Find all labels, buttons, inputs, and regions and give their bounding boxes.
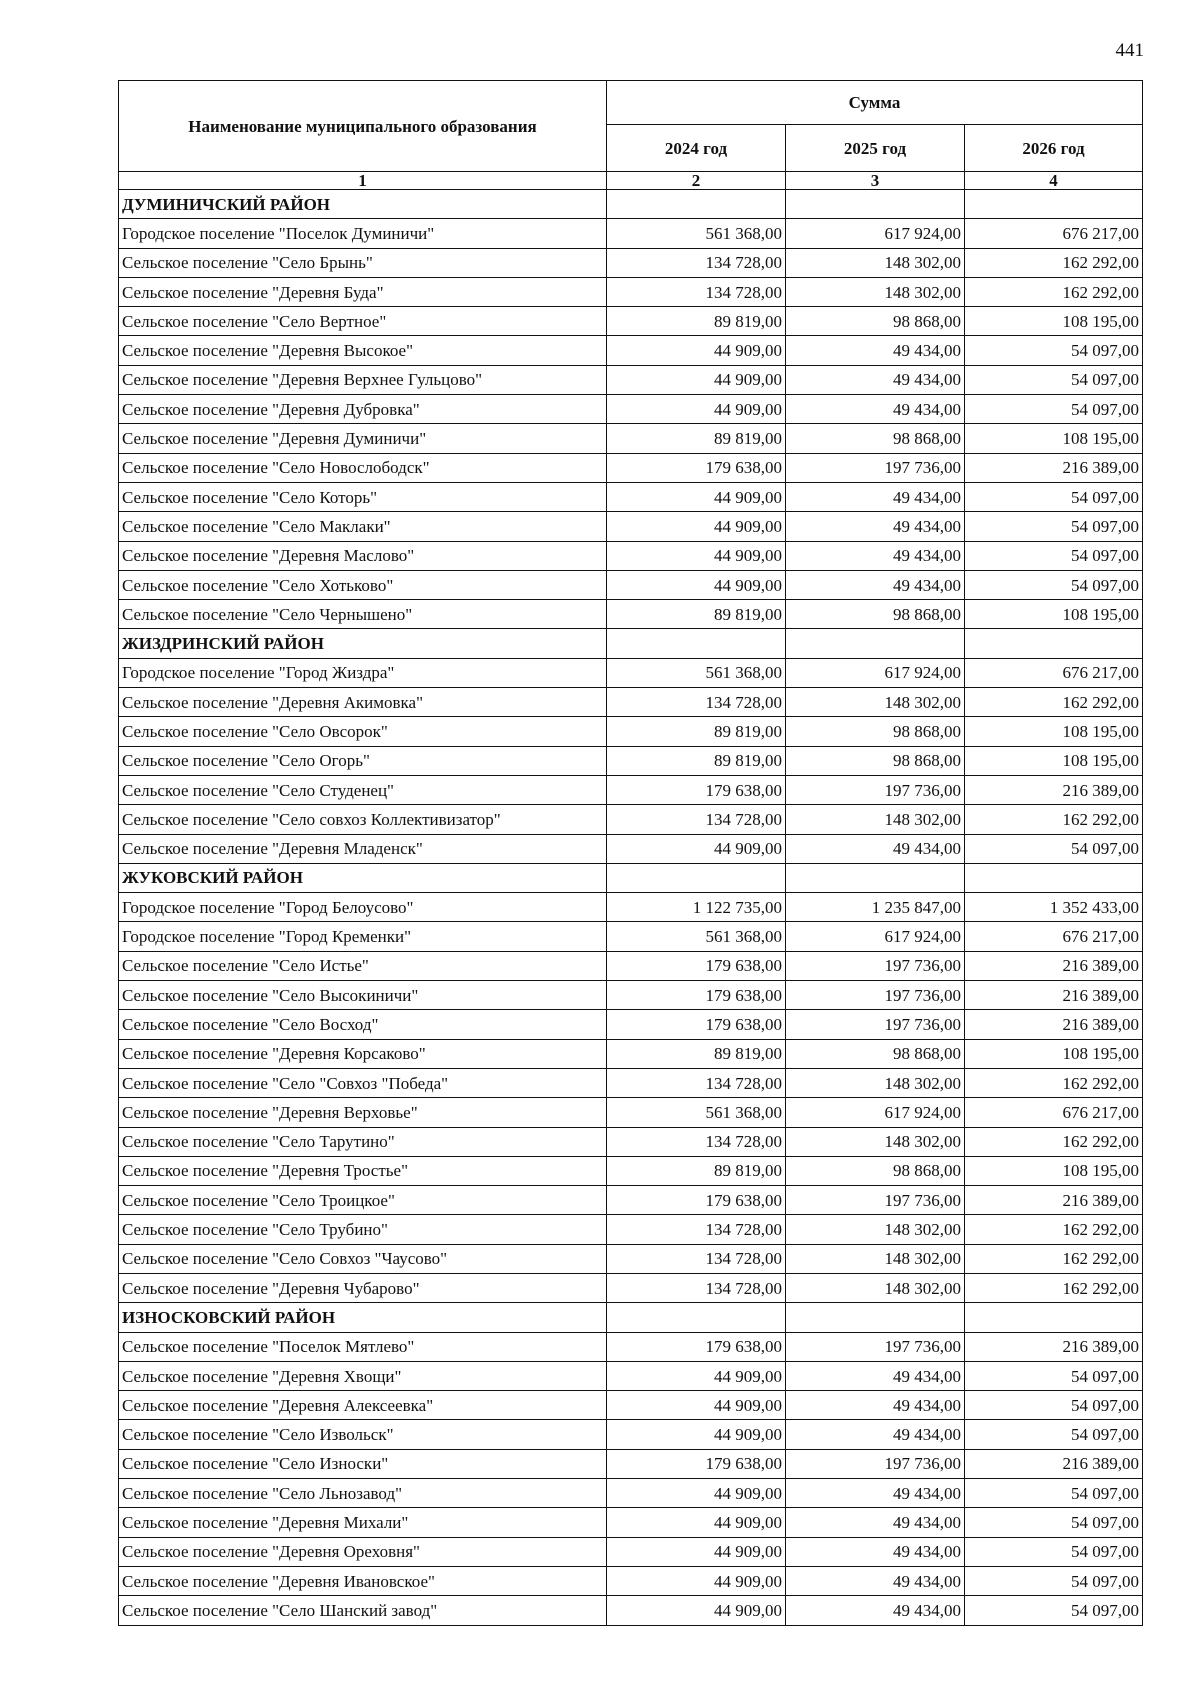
- amount-2024: 44 909,00: [607, 512, 786, 541]
- settlement-name: Сельское поселение "Село Маклаки": [119, 512, 607, 541]
- settlement-name: Сельское поселение "Село Высокиничи": [119, 981, 607, 1010]
- amount-2025: 49 434,00: [786, 834, 965, 863]
- table-row: [119, 1391, 1143, 1420]
- empty-cell: [786, 629, 965, 658]
- table-row: [119, 1566, 1143, 1595]
- amount-2024: 44 909,00: [607, 1566, 786, 1595]
- district-name: ЖИЗДРИНСКИЙ РАЙОН: [119, 629, 607, 658]
- amount-2024: 44 909,00: [607, 482, 786, 511]
- header-name-column: Наименование муниципального образования: [119, 81, 607, 172]
- amount-2024: 44 909,00: [607, 834, 786, 863]
- settlement-name: Сельское поселение "Село Чернышено": [119, 600, 607, 629]
- amount-2025: 98 868,00: [786, 307, 965, 336]
- amount-2025: 49 434,00: [786, 1479, 965, 1508]
- settlement-name: Сельское поселение "Деревня Маслово": [119, 541, 607, 570]
- table-row: [119, 834, 1143, 863]
- amount-2025: 49 434,00: [786, 1596, 965, 1625]
- amount-2025: 148 302,00: [786, 248, 965, 277]
- amount-2026: 1 352 433,00: [965, 893, 1143, 922]
- settlement-name: Сельское поселение "Село Которь": [119, 482, 607, 511]
- settlement-name: Сельское поселение "Деревня Верхнее Гульцово": [119, 365, 607, 394]
- settlement-name: Сельское поселение "Село Трубино": [119, 1215, 607, 1244]
- table-row: [119, 1273, 1143, 1302]
- table-row: [119, 365, 1143, 394]
- table-row: [119, 277, 1143, 306]
- settlement-name: Городское поселение "Город Кременки": [119, 922, 607, 951]
- table-row: [119, 1098, 1143, 1127]
- settlement-name: Сельское поселение "Село Огорь": [119, 746, 607, 775]
- settlement-name: Сельское поселение "Село Истье": [119, 951, 607, 980]
- amount-2025: 49 434,00: [786, 395, 965, 424]
- amount-2025: 49 434,00: [786, 1508, 965, 1537]
- amount-2024: 44 909,00: [607, 541, 786, 570]
- table-row: [119, 600, 1143, 629]
- amount-2026: 54 097,00: [965, 570, 1143, 599]
- amount-2025: 49 434,00: [786, 1566, 965, 1595]
- amount-2026: 216 389,00: [965, 1449, 1143, 1478]
- amount-2024: 134 728,00: [607, 277, 786, 306]
- amount-2026: 162 292,00: [965, 1244, 1143, 1273]
- empty-cell: [607, 1303, 786, 1332]
- amount-2026: 54 097,00: [965, 512, 1143, 541]
- amount-2026: 162 292,00: [965, 1273, 1143, 1302]
- amount-2024: 89 819,00: [607, 1039, 786, 1068]
- empty-cell: [786, 863, 965, 892]
- amount-2026: 54 097,00: [965, 365, 1143, 394]
- settlement-name: Сельское поселение "Село Хотьково": [119, 570, 607, 599]
- amount-2025: 98 868,00: [786, 1156, 965, 1185]
- amount-2025: 197 736,00: [786, 981, 965, 1010]
- settlement-name: Сельское поселение "Село "Совхоз "Победа": [119, 1068, 607, 1097]
- settlement-name: Сельское поселение "Село Овсорок": [119, 717, 607, 746]
- amount-2025: 49 434,00: [786, 1361, 965, 1390]
- amount-2024: 44 909,00: [607, 395, 786, 424]
- amount-2025: 98 868,00: [786, 600, 965, 629]
- amount-2026: 54 097,00: [965, 395, 1143, 424]
- amount-2024: 44 909,00: [607, 365, 786, 394]
- table-row: [119, 1127, 1143, 1156]
- amount-2026: 162 292,00: [965, 1068, 1143, 1097]
- table-row: [119, 688, 1143, 717]
- settlement-name: Сельское поселение "Деревня Думиничи": [119, 424, 607, 453]
- table-row: [119, 1508, 1143, 1537]
- amount-2024: 134 728,00: [607, 1273, 786, 1302]
- amount-2026: 54 097,00: [965, 834, 1143, 863]
- amount-2025: 49 434,00: [786, 365, 965, 394]
- amount-2026: 54 097,00: [965, 336, 1143, 365]
- table-row: [119, 512, 1143, 541]
- column-number: 1: [119, 172, 607, 190]
- amount-2024: 89 819,00: [607, 746, 786, 775]
- amount-2024: 44 909,00: [607, 336, 786, 365]
- amount-2025: 1 235 847,00: [786, 893, 965, 922]
- table-row: [119, 248, 1143, 277]
- settlement-name: Сельское поселение "Деревня Тростье": [119, 1156, 607, 1185]
- settlement-name: Сельское поселение "Село Износки": [119, 1449, 607, 1478]
- settlement-name: Сельское поселение "Село Льнозавод": [119, 1479, 607, 1508]
- table-row: [119, 395, 1143, 424]
- amount-2025: 148 302,00: [786, 1068, 965, 1097]
- amount-2026: 162 292,00: [965, 248, 1143, 277]
- settlement-name: Сельское поселение "Деревня Хвощи": [119, 1361, 607, 1390]
- amount-2025: 197 736,00: [786, 1010, 965, 1039]
- district-row: [119, 629, 1143, 658]
- header-year-2024: 2024 год: [607, 125, 786, 172]
- table-row: [119, 541, 1143, 570]
- amount-2024: 44 909,00: [607, 570, 786, 599]
- settlement-name: Сельское поселение "Деревня Младенск": [119, 834, 607, 863]
- table-row: [119, 307, 1143, 336]
- table-row: [119, 922, 1143, 951]
- settlement-name: Сельское поселение "Деревня Акимовка": [119, 688, 607, 717]
- table-row: [119, 1215, 1143, 1244]
- amount-2026: 162 292,00: [965, 805, 1143, 834]
- district-name: ДУМИНИЧСКИЙ РАЙОН: [119, 190, 607, 219]
- amount-2025: 98 868,00: [786, 717, 965, 746]
- amount-2026: 216 389,00: [965, 1332, 1143, 1361]
- amount-2026: 216 389,00: [965, 1186, 1143, 1215]
- column-number: 4: [965, 172, 1143, 190]
- amount-2024: 561 368,00: [607, 922, 786, 951]
- empty-cell: [786, 1303, 965, 1332]
- amount-2025: 148 302,00: [786, 805, 965, 834]
- table-row: [119, 1039, 1143, 1068]
- table-row: [119, 453, 1143, 482]
- amount-2024: 179 638,00: [607, 1186, 786, 1215]
- table-row: [119, 1186, 1143, 1215]
- header-sum: Сумма: [607, 81, 1143, 125]
- amount-2025: 49 434,00: [786, 336, 965, 365]
- table-row: [119, 951, 1143, 980]
- column-number: 3: [786, 172, 965, 190]
- table-row: [119, 746, 1143, 775]
- amount-2025: 49 434,00: [786, 541, 965, 570]
- amount-2026: 54 097,00: [965, 541, 1143, 570]
- table-row: [119, 1596, 1143, 1625]
- table-row: [119, 1420, 1143, 1449]
- amount-2025: 98 868,00: [786, 1039, 965, 1068]
- amount-2026: 108 195,00: [965, 1156, 1143, 1185]
- settlement-name: Сельское поселение "Деревня Дубровка": [119, 395, 607, 424]
- amount-2026: 54 097,00: [965, 1391, 1143, 1420]
- settlement-name: Сельское поселение "Деревня Алексеевка": [119, 1391, 607, 1420]
- amount-2025: 617 924,00: [786, 1098, 965, 1127]
- amount-2025: 197 736,00: [786, 775, 965, 804]
- amount-2024: 44 909,00: [607, 1508, 786, 1537]
- empty-cell: [607, 629, 786, 658]
- amount-2026: 108 195,00: [965, 1039, 1143, 1068]
- amount-2024: 89 819,00: [607, 307, 786, 336]
- amount-2025: 197 736,00: [786, 1449, 965, 1478]
- amount-2025: 617 924,00: [786, 219, 965, 248]
- amount-2025: 49 434,00: [786, 482, 965, 511]
- settlement-name: Сельское поселение "Село Совхоз "Чаусово": [119, 1244, 607, 1273]
- table-body: [119, 190, 1143, 1626]
- amount-2025: 148 302,00: [786, 688, 965, 717]
- table-row: [119, 1449, 1143, 1478]
- amount-2025: 49 434,00: [786, 1391, 965, 1420]
- amount-2024: 561 368,00: [607, 658, 786, 687]
- amount-2025: 197 736,00: [786, 453, 965, 482]
- amount-2024: 179 638,00: [607, 1332, 786, 1361]
- amount-2026: 676 217,00: [965, 658, 1143, 687]
- table-row: [119, 1361, 1143, 1390]
- settlement-name: Сельское поселение "Деревня Ореховня": [119, 1537, 607, 1566]
- amount-2024: 44 909,00: [607, 1391, 786, 1420]
- settlement-name: Сельское поселение "Село совхоз Коллективизатор": [119, 805, 607, 834]
- amount-2026: 54 097,00: [965, 1596, 1143, 1625]
- amount-2026: 108 195,00: [965, 600, 1143, 629]
- amount-2024: 89 819,00: [607, 600, 786, 629]
- amount-2024: 134 728,00: [607, 805, 786, 834]
- amount-2025: 49 434,00: [786, 570, 965, 599]
- settlement-name: Сельское поселение "Деревня Чубарово": [119, 1273, 607, 1302]
- amount-2024: 1 122 735,00: [607, 893, 786, 922]
- amount-2024: 179 638,00: [607, 775, 786, 804]
- amount-2026: 162 292,00: [965, 1215, 1143, 1244]
- amount-2024: 134 728,00: [607, 1068, 786, 1097]
- amount-2025: 197 736,00: [786, 1186, 965, 1215]
- amount-2024: 179 638,00: [607, 1010, 786, 1039]
- settlement-name: Сельское поселение "Поселок Мятлево": [119, 1332, 607, 1361]
- amount-2026: 162 292,00: [965, 1127, 1143, 1156]
- table-row: [119, 219, 1143, 248]
- table-row: [119, 981, 1143, 1010]
- settlement-name: Сельское поселение "Село Шанский завод": [119, 1596, 607, 1625]
- amount-2026: 216 389,00: [965, 951, 1143, 980]
- settlement-name: Сельское поселение "Село Новослободск": [119, 453, 607, 482]
- amount-2026: 54 097,00: [965, 1361, 1143, 1390]
- amount-2026: 54 097,00: [965, 1566, 1143, 1595]
- amount-2025: 197 736,00: [786, 951, 965, 980]
- budget-table: [118, 80, 1143, 1626]
- table-row: [119, 482, 1143, 511]
- amount-2024: 179 638,00: [607, 1449, 786, 1478]
- settlement-name: Сельское поселение "Село Тарутино": [119, 1127, 607, 1156]
- settlement-name: Сельское поселение "Деревня Ивановское": [119, 1566, 607, 1595]
- amount-2024: 44 909,00: [607, 1361, 786, 1390]
- amount-2026: 676 217,00: [965, 219, 1143, 248]
- settlement-name: Сельское поселение "Деревня Высокое": [119, 336, 607, 365]
- empty-cell: [965, 190, 1143, 219]
- amount-2026: 216 389,00: [965, 981, 1143, 1010]
- amount-2026: 162 292,00: [965, 277, 1143, 306]
- amount-2024: 89 819,00: [607, 717, 786, 746]
- district-row: [119, 190, 1143, 219]
- amount-2026: 54 097,00: [965, 1508, 1143, 1537]
- table-row: [119, 893, 1143, 922]
- amount-2024: 89 819,00: [607, 1156, 786, 1185]
- amount-2024: 89 819,00: [607, 424, 786, 453]
- amount-2024: 44 909,00: [607, 1420, 786, 1449]
- amount-2026: 54 097,00: [965, 482, 1143, 511]
- amount-2025: 148 302,00: [786, 1127, 965, 1156]
- settlement-name: Сельское поселение "Село Брынь": [119, 248, 607, 277]
- empty-cell: [607, 190, 786, 219]
- empty-cell: [607, 863, 786, 892]
- amount-2024: 134 728,00: [607, 1215, 786, 1244]
- settlement-name: Сельское поселение "Село Студенец": [119, 775, 607, 804]
- empty-cell: [965, 629, 1143, 658]
- settlement-name: Сельское поселение "Деревня Михали": [119, 1508, 607, 1537]
- table-row: [119, 1068, 1143, 1097]
- amount-2025: 98 868,00: [786, 746, 965, 775]
- amount-2026: 216 389,00: [965, 453, 1143, 482]
- header-year-2025: 2025 год: [786, 125, 965, 172]
- district-row: [119, 1303, 1143, 1332]
- settlement-name: Сельское поселение "Село Троицкое": [119, 1186, 607, 1215]
- settlement-name: Городское поселение "Город Жиздра": [119, 658, 607, 687]
- empty-cell: [965, 863, 1143, 892]
- settlement-name: Сельское поселение "Деревня Корсаково": [119, 1039, 607, 1068]
- amount-2025: 49 434,00: [786, 512, 965, 541]
- amount-2026: 676 217,00: [965, 1098, 1143, 1127]
- table-row: [119, 717, 1143, 746]
- amount-2026: 54 097,00: [965, 1479, 1143, 1508]
- settlement-name: Сельское поселение "Село Извольск": [119, 1420, 607, 1449]
- table-row: [119, 1537, 1143, 1566]
- header-year-2026: 2026 год: [965, 125, 1143, 172]
- settlement-name: Сельское поселение "Село Восход": [119, 1010, 607, 1039]
- amount-2025: 148 302,00: [786, 1273, 965, 1302]
- amount-2024: 134 728,00: [607, 1127, 786, 1156]
- table-row: [119, 570, 1143, 599]
- amount-2025: 98 868,00: [786, 424, 965, 453]
- amount-2024: 44 909,00: [607, 1596, 786, 1625]
- amount-2025: 197 736,00: [786, 1332, 965, 1361]
- amount-2024: 134 728,00: [607, 248, 786, 277]
- page-number: 441: [1115, 40, 1144, 61]
- district-name: ЖУКОВСКИЙ РАЙОН: [119, 863, 607, 892]
- empty-cell: [965, 1303, 1143, 1332]
- table-row: [119, 336, 1143, 365]
- amount-2025: 148 302,00: [786, 1215, 965, 1244]
- amount-2026: 162 292,00: [965, 688, 1143, 717]
- amount-2025: 148 302,00: [786, 1244, 965, 1273]
- amount-2024: 44 909,00: [607, 1537, 786, 1566]
- table-row: [119, 1244, 1143, 1273]
- table-row: [119, 775, 1143, 804]
- column-number: 2: [607, 172, 786, 190]
- amount-2024: 561 368,00: [607, 1098, 786, 1127]
- amount-2026: 108 195,00: [965, 424, 1143, 453]
- table-row: [119, 1010, 1143, 1039]
- amount-2026: 216 389,00: [965, 775, 1143, 804]
- amount-2026: 108 195,00: [965, 717, 1143, 746]
- table-row: [119, 424, 1143, 453]
- settlement-name: Сельское поселение "Деревня Верховье": [119, 1098, 607, 1127]
- amount-2026: 216 389,00: [965, 1010, 1143, 1039]
- table-row: [119, 658, 1143, 687]
- table-row: [119, 1156, 1143, 1185]
- amount-2025: 49 434,00: [786, 1420, 965, 1449]
- table-row: [119, 1332, 1143, 1361]
- amount-2024: 179 638,00: [607, 981, 786, 1010]
- empty-cell: [786, 190, 965, 219]
- amount-2025: 148 302,00: [786, 277, 965, 306]
- amount-2024: 134 728,00: [607, 688, 786, 717]
- amount-2026: 108 195,00: [965, 307, 1143, 336]
- amount-2026: 676 217,00: [965, 922, 1143, 951]
- amount-2024: 179 638,00: [607, 453, 786, 482]
- amount-2024: 134 728,00: [607, 1244, 786, 1273]
- table-row: [119, 805, 1143, 834]
- amount-2025: 49 434,00: [786, 1537, 965, 1566]
- amount-2024: 179 638,00: [607, 951, 786, 980]
- amount-2026: 54 097,00: [965, 1420, 1143, 1449]
- settlement-name: Городское поселение "Поселок Думиничи": [119, 219, 607, 248]
- district-row: [119, 863, 1143, 892]
- amount-2024: 561 368,00: [607, 219, 786, 248]
- district-name: ИЗНОСКОВСКИЙ РАЙОН: [119, 1303, 607, 1332]
- table-row: [119, 1479, 1143, 1508]
- amount-2025: 617 924,00: [786, 922, 965, 951]
- settlement-name: Городское поселение "Город Белоусово": [119, 893, 607, 922]
- amount-2026: 54 097,00: [965, 1537, 1143, 1566]
- settlement-name: Сельское поселение "Деревня Буда": [119, 277, 607, 306]
- settlement-name: Сельское поселение "Село Вертное": [119, 307, 607, 336]
- amount-2024: 44 909,00: [607, 1479, 786, 1508]
- amount-2025: 617 924,00: [786, 658, 965, 687]
- amount-2026: 108 195,00: [965, 746, 1143, 775]
